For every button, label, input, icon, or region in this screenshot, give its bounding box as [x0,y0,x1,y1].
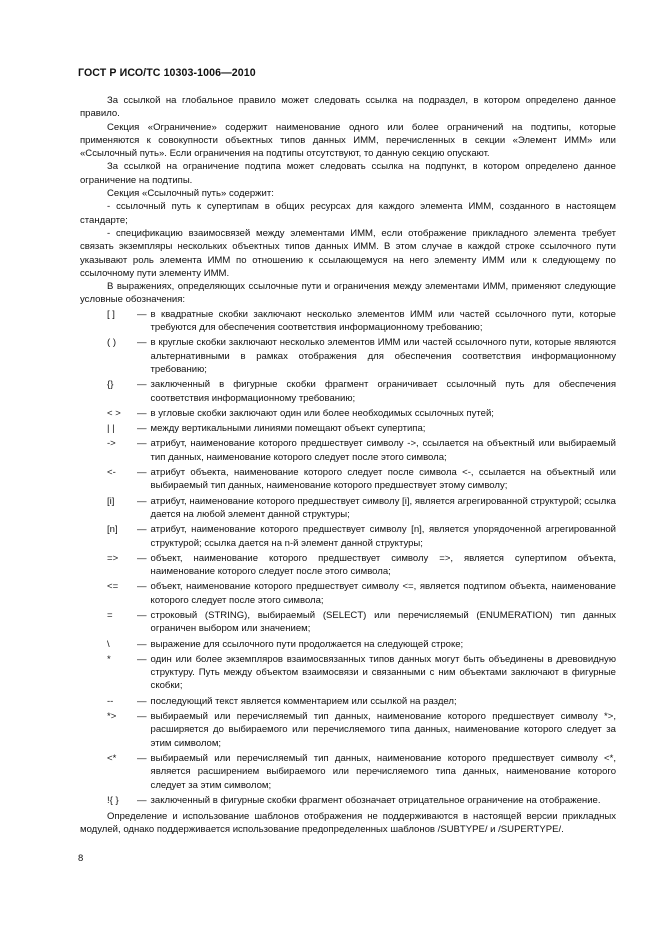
notation-symbol: [ ] [107,308,115,320]
notation-definition-item [107,552,616,579]
notation-definition-item [107,378,616,405]
notation-symbol: -- [107,695,114,707]
notation-definition-item [107,638,616,651]
em-dash: — [137,638,147,650]
notation-symbol: | | [107,423,115,435]
notation-description: атрибут объекта, наименование которого следует после символа <-, ссылается на объектный или выбираемый тип данных, наименование которого предшествует этому символу; [150,467,616,492]
notation-description: объект, наименование которого предшествует символу =>, является супертипом объекта, наименование которого следует после этого символа; [150,552,616,578]
em-dash: — [137,308,147,320]
notation-symbol: *> [107,711,117,723]
notation-description: заключенный в фигурные скобки фрагмент ограничивает ссылочный путь для обеспечения соответствия информационному требованию; [150,379,616,404]
notation-symbol: !{ } [107,794,119,806]
notation-definition-item [107,437,616,464]
paragraph-notation-intro: В выражениях, определяющих ссылочные пути и ограничения между элементами ИММ, применяют следующие условные обозначения: [80,281,616,306]
notation-symbol: [i] [107,495,115,507]
notation-definition-item [107,653,616,693]
notation-description: строковый (STRING), выбираемый (SELECT) или перечисляемый (ENUMERATION) тип данных ограничен выбором или значением; [150,609,616,635]
em-dash: — [137,467,147,479]
notation-description: атрибут, наименование которого предшествует символу [n], является упорядоченной агрегированной структурой; ссылка дается на n-й элемент данной структуры; [150,524,616,549]
notation-symbol: [n] [107,524,118,536]
notation-definition-item [107,710,616,750]
notation-symbol: -> [107,438,116,450]
notation-description: выбираемый или перечисляемый тип данных, наименование которого предшествует символу <*, является расширением выбираемого или перечисляемого типа данных, наименование которого следует за этим символом; [150,752,616,791]
notation-description: последующий текст является комментарием или ссылкой на раздел; [150,695,457,707]
em-dash: — [137,438,147,450]
notation-description: атрибут, наименование которого предшествует символу ->, ссылается на объектный или выбираемый тип данных, наименование которого следует после этого символа; [150,438,616,463]
notation-definition-item [107,336,616,376]
notation-symbol: <= [107,581,119,593]
notation-symbol: => [107,552,119,564]
notation-symbol: \ [107,638,110,650]
em-dash: — [137,609,147,621]
list-item-relationship-spec: - спецификацию взаимосвязей между элементами ИММ, если отображение прикладного элемента требует связать экземпляры нескольких объектных типов данных ИММ. В этом случае в каждой строке ссылочного пути указывают роль элемента ИММ по отношению к ссылающемуся на него элементу ИММ или к следующему по ссылочному пути элементу ИММ. [80,227,616,279]
notation-symbol: <* [107,752,117,764]
notation-symbol: ( ) [107,337,117,349]
notation-definition-item [107,695,616,708]
notation-definition-item [107,422,616,435]
notation-definition-item [107,580,616,607]
notation-definition-item [107,523,616,550]
notation-definition-item [107,407,616,420]
notation-description: один или более экземпляров взаимосвязанных типов данных могут быть объединены в древовидную структуру. Путь между объектом взаимосвязи и связанными с ним объектами заключают в фигурные скобки; [150,653,616,692]
em-dash: — [137,379,147,391]
paragraph-closing-templates: Определение и использование шаблонов отображения не поддерживаются в настоящей версии прикладных модулей, однако поддерживается использование предопределенных шаблонов /SUBTYPE/ и /SUPERTYPE/. [80,811,616,836]
notation-definitions-list [80,308,616,807]
notation-description: объект, наименование которого предшествует символу <=, является подтипом объекта, наименование которого следует после этого символа; [150,581,616,606]
em-dash: — [137,752,147,764]
notation-symbol: * [107,653,111,665]
notation-description: атрибут, наименование которого предшествует символу [i], является агрегированной структурой; ссылка дается на любой элемент данной структуры; [150,495,616,520]
em-dash: — [137,695,147,707]
paragraph-reference-path-heading: Секция «Ссылочный путь» содержит: [107,188,274,200]
notation-definition-item [107,752,616,792]
notation-symbol: {} [107,379,114,391]
notation-definition-item [107,794,616,807]
page-number: 8 [78,853,84,864]
em-dash: — [137,794,147,806]
notation-symbol: <- [107,467,116,479]
notation-description: выражение для ссылочного пути продолжается на следующей строке; [150,638,464,650]
notation-description: в квадратные скобки заключают несколько элементов ИММ или частей ссылочного пути, которые требуются для обеспечения соответствия информационному требованию; [150,308,616,334]
em-dash: — [137,423,147,435]
em-dash: — [137,524,147,536]
notation-description: заключенный в фигурные скобки фрагмент обозначает отрицательное ограничение на отображение. [150,794,601,806]
paragraph-global-rule: За ссылкой на глобальное правило может следовать ссылка на подраздел, в котором определено данное правило. [80,95,616,120]
page-header-standard-title: ГОСТ Р ИСО/ТС 10303-1006—2010 [78,67,256,79]
notation-symbol: = [107,609,113,621]
paragraph-restriction-section: Секция «Ограничение» содержит наименование одного или более ограничений на подтипы, которые применяются к совокупности объектных типов данных ИММ, перечисленных в секции «Элемент ИММ» или «Ссылочный путь». Если ограничения на подтипы отсутствуют, то данную секцию опускают. [80,121,616,160]
notation-description: между вертикальными линиями помещают объект супертипа; [150,423,426,435]
notation-definition-item [107,466,616,493]
em-dash: — [137,581,147,593]
em-dash: — [137,653,147,665]
notation-description: в угловые скобки заключают один или более необходимых ссылочных путей; [150,407,494,419]
notation-symbol: < > [107,407,121,419]
paragraph-subtype-reference: За ссылкой на ограничение подтипа может следовать ссылка на подпункт, в котором определено данное ограничение на подтипы. [80,161,616,186]
em-dash: — [137,407,147,419]
document-body [80,94,616,837]
em-dash: — [137,337,147,349]
notation-description: выбираемый или перечисляемый тип данных, наименование которого предшествует символу *>, расширяется до выбираемого или перечисляемого типа данных, наименование которого следует за этим символом; [150,711,616,749]
list-item-reference-path: - ссылочный путь к супертипам в общих ресурсах для каждого элемента ИММ, созданного в настоящем стандарте; [80,201,616,226]
notation-definition-item [107,308,616,335]
em-dash: — [137,495,147,507]
em-dash: — [137,711,147,723]
notation-definition-item [107,495,616,522]
notation-definition-item [107,609,616,636]
notation-description: в круглые скобки заключают несколько элементов ИММ или частей ссылочного пути, которые являются альтернативными в рамках отображения для обеспечения соответствия информационному требованию; [150,337,616,375]
em-dash: — [137,552,147,564]
